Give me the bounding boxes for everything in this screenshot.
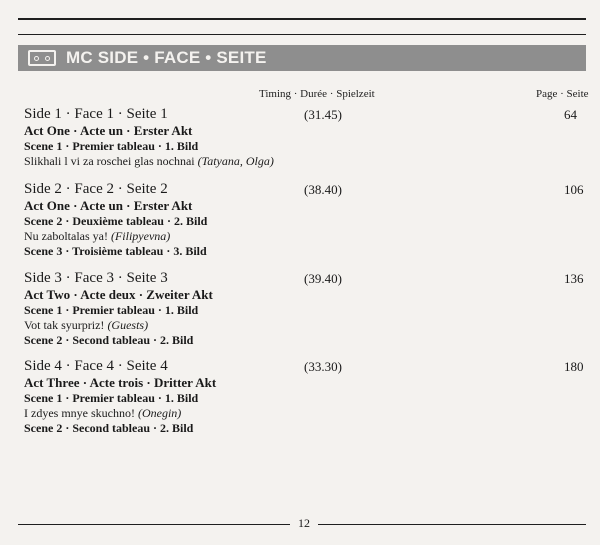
act-line: Act One · Acte un · Erster Akt — [24, 123, 193, 138]
timing-value: (31.45) — [304, 107, 342, 122]
scene-line: Scene 2 · Second tableau · 2. Bild — [24, 421, 194, 435]
aria-singers: (Onegin) — [137, 406, 182, 420]
aria-line — [24, 406, 584, 421]
aria-line — [24, 229, 584, 244]
side-title: Side 4 · Face 4 · Seite 4 — [24, 358, 168, 374]
page-value: 64 — [564, 107, 577, 122]
side-section — [24, 106, 584, 169]
scene-line: Scene 1 · Premier tableau · 1. Bild — [24, 391, 199, 405]
section-banner — [18, 45, 586, 71]
aria-title: Slikhali l vi za roschei glas nochnai — [24, 154, 198, 168]
scene-line: Scene 2 · Deuxième tableau · 2. Bild — [24, 214, 208, 228]
aria-title: I zdyes mnye skuchno! — [24, 406, 138, 420]
aria-line — [24, 154, 584, 169]
timing-value: (38.40) — [304, 182, 342, 197]
top-rule — [18, 18, 586, 20]
scene-line: Scene 2 · Second tableau · 2. Bild — [24, 333, 194, 347]
page-value: 106 — [564, 182, 584, 197]
side-title: Side 1 · Face 1 · Seite 1 — [24, 106, 168, 122]
side-title: Side 3 · Face 3 · Seite 3 — [24, 270, 168, 286]
page-value: 136 — [564, 271, 584, 286]
scene-line: Scene 3 · Troisième tableau · 3. Bild — [24, 244, 207, 258]
act-line: Act Two · Acte deux · Zweiter Akt — [24, 287, 213, 302]
banner-title: MC SIDE • FACE • SEITE — [66, 48, 267, 67]
scene-line: Scene 1 · Premier tableau · 1. Bild — [24, 303, 199, 317]
act-line: Act Three · Acte trois · Dritter Akt — [24, 375, 217, 390]
scene-line: Scene 1 · Premier tableau · 1. Bild — [24, 139, 199, 153]
aria-title: Nu zaboltalas ya! — [24, 229, 111, 243]
side-section — [24, 181, 584, 259]
aria-title: Vot tak syurpriz! — [24, 318, 108, 332]
top-rule-thin — [18, 34, 586, 35]
aria-singers: (Filipyevna) — [110, 229, 171, 243]
page-header: Page · Seite — [536, 88, 589, 100]
page-value: 180 — [564, 359, 584, 374]
timing-value: (33.30) — [304, 359, 342, 374]
timing-header: Timing · Durée · Spielzeit — [259, 88, 375, 100]
timing-value: (39.40) — [304, 271, 342, 286]
side-section — [24, 270, 584, 348]
act-line: Act One · Acte un · Erster Akt — [24, 198, 193, 213]
aria-singers: (Guests) — [107, 318, 149, 332]
cassette-icon — [28, 50, 56, 66]
aria-singers: (Tatyana, Olga) — [197, 154, 274, 168]
side-title: Side 2 · Face 2 · Seite 2 — [24, 181, 168, 197]
page-number: 12 — [290, 516, 318, 531]
aria-line — [24, 318, 584, 333]
side-section — [24, 358, 584, 436]
